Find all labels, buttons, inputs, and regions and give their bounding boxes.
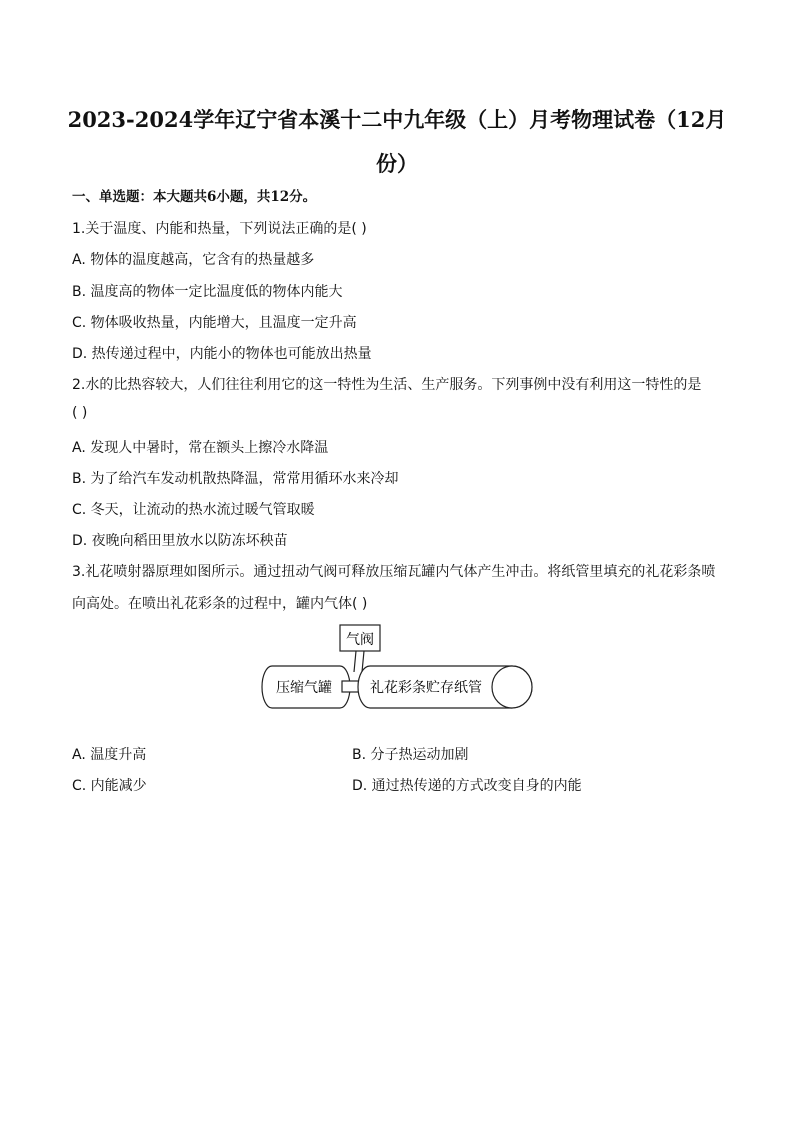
question-1-option-a: A. 物体的温度越高，它含有的热量越多 xyxy=(72,252,315,268)
title-line-1: 2023-2024学年辽宁省本溪十二中九年级（上）月考物理试卷（12月 xyxy=(67,107,727,132)
question-1-option-b: B. 温度高的物体一定比温度低的物体内能大 xyxy=(72,284,343,300)
paper-tube-opening xyxy=(492,666,532,708)
question-2-option-d: D. 夜晚向稻田里放水以防冻坏秧苗 xyxy=(72,533,288,549)
question-2-option-a: A. 发现人中暑时，常在额头上擦冷水降温 xyxy=(72,440,329,456)
question-3-option-c: C. 内能减少 xyxy=(72,778,147,794)
question-2-stem-line-2: ( ) xyxy=(72,405,88,421)
fireworks-launcher-diagram xyxy=(250,622,540,712)
question-1-stem: 1.关于温度、内能和热量，下列说法正确的是( ) xyxy=(72,221,367,237)
question-3-option-d: D. 通过热传递的方式改变自身的内能 xyxy=(352,778,582,794)
question-1-option-c: C. 物体吸收热量，内能增大，且温度一定升高 xyxy=(72,315,357,331)
question-2-stem-line-1: 2.水的比热容较大，人们往往利用它的这一特性为生活、生产服务。下列事例中没有利用这一特性的是 xyxy=(72,377,702,393)
question-2-option-c: C. 冬天，让流动的热水流过暖气管取暖 xyxy=(72,502,315,518)
section-heading: 一、单选题：本大题共6小题，共12分。 xyxy=(72,189,317,205)
question-3-stem-line-2: 向高处。在喷出礼花彩条的过程中，罐内气体( ) xyxy=(72,596,368,612)
question-2-option-b: B. 为了给汽车发动机散热降温，常常用循环水来冷却 xyxy=(72,471,399,487)
gas-tank-label: 压缩气罐 xyxy=(276,680,332,696)
valve-pointer-line xyxy=(354,651,356,672)
question-3-option-a: A. 温度升高 xyxy=(72,747,147,763)
question-1-option-d: D. 热传递过程中，内能小的物体也可能放出热量 xyxy=(72,346,372,362)
valve-label: 气阀 xyxy=(346,632,374,648)
exam-title xyxy=(60,98,734,186)
title-line-2: 份） xyxy=(376,151,418,176)
question-3-stem-line-1: 3.礼花喷射器原理如图所示。通过扭动气阀可释放压缩瓦罐内气体产生冲击。将纸管里填充的礼花彩条喷 xyxy=(72,564,716,580)
paper-tube-label: 礼花彩条贮存纸管 xyxy=(370,680,482,696)
question-3-option-b: B. 分子热运动加剧 xyxy=(352,747,469,763)
